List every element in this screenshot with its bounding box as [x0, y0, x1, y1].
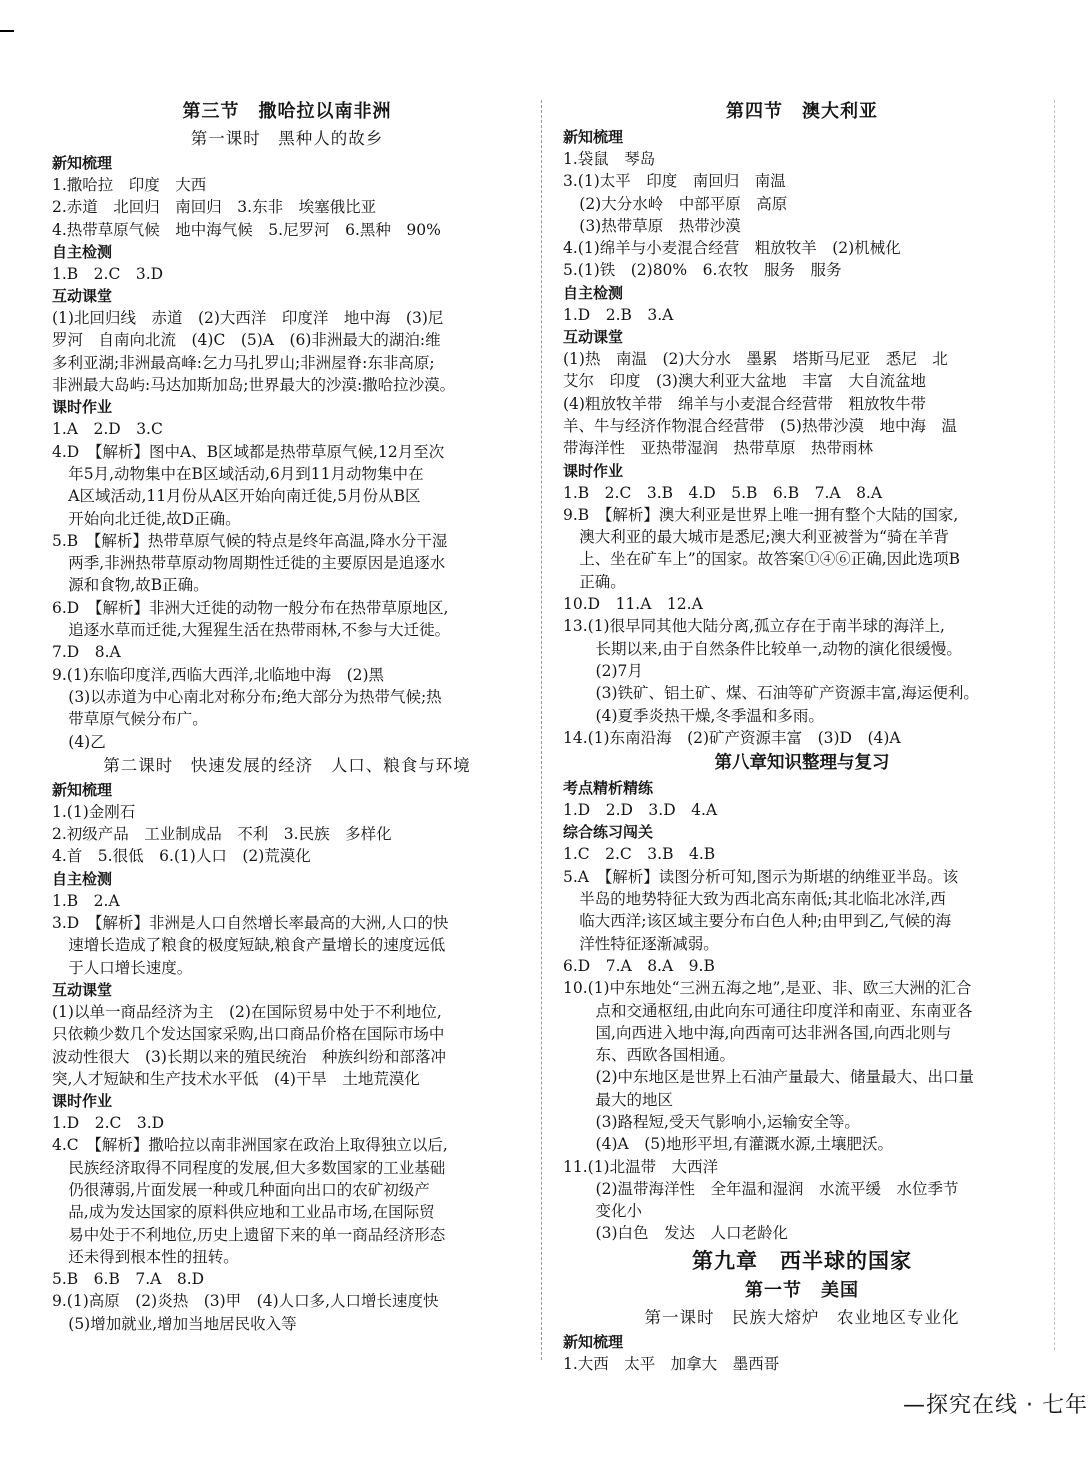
- answer-line-continued: 洋性特征逐渐减弱。: [579, 934, 719, 953]
- answer-line: 罗河 自南向北流 (4)C (5)A (6)非洲最大的湖泊:维: [52, 331, 441, 350]
- answer-line: 2.初级产品 工业制成品 不利 3.民族 多样化: [52, 825, 392, 844]
- answer-line: 13.(1)很早同其他大陆分离,孤立存在于南半球的海洋上,: [563, 617, 945, 636]
- answer-line: 4.首 5.很低 6.(1)人口 (2)荒漠化: [52, 847, 311, 866]
- lesson-title: 第一课时 黑种人的故乡: [190, 129, 384, 148]
- answer-line-continued: 开始向北迁徙,故D正确。: [68, 509, 241, 528]
- answer-line-continued: (2)温带海洋性 全年温和湿润 水流平缓 水位季节: [595, 1179, 959, 1198]
- answer-line: 1.B 2.C 3.D: [52, 264, 164, 283]
- answer-line-continued: 速增长造成了粮食的极度短缺,粮食产量增长的速度远低: [68, 936, 446, 955]
- section-title: 第一节 美国: [745, 1279, 859, 1301]
- answer-line: 只依赖少数几个发达国家采购,出口商品价格在国际市场中: [52, 1025, 445, 1044]
- answer-line: 1.A 2.D 3.C: [52, 420, 163, 439]
- answer-line: (1)北回归线 赤道 (2)大西洋 印度洋 地中海 (3)尼: [52, 309, 444, 328]
- answer-line: (4)粗放牧羊带 绵羊与小麦混合经营带 粗放牧牛带: [563, 394, 926, 413]
- answer-line-continued: (2)大分水岭 中部平原 高原: [579, 194, 788, 213]
- answer-line: 多利亚湖;非洲最高峰:乞力马扎罗山;非洲屋脊:东非高原;: [52, 353, 435, 372]
- answer-line: 5.B 6.B 7.A 8.D: [52, 1270, 205, 1289]
- answer-line: 1.撒哈拉 印度 大西: [52, 176, 207, 194]
- answer-line-continued: 东、西欧各国相通。: [595, 1046, 736, 1065]
- answer-line-continued: 源和食物,故B正确。: [68, 576, 209, 595]
- answer-line: 1.D 2.D 3.D 4.A: [563, 801, 718, 820]
- answer-line-continued: 仍很薄弱,片面发展一种或几种面向出口的农矿初级产: [68, 1180, 430, 1199]
- answer-line: 羊、牛与经济作物混合经营带 (5)热带沙漠 地中海 温: [563, 416, 957, 435]
- answer-line: 10.D 11.A 12.A: [563, 595, 703, 614]
- answer-line-continued: 两季,非洲热带草原动物周期性迁徙的主要原因是追逐水: [68, 554, 446, 573]
- answer-line: 14.(1)东南沿海 (2)矿产资源丰富 (3)D (4)A: [563, 728, 901, 747]
- page-footer: —探究在线 · 七年: [903, 1393, 1088, 1418]
- subsection-label: 综合练习闯关: [563, 823, 654, 842]
- answer-line: 3.D 【解析】非洲是人口自然增长率最高的大洲,人口的快: [52, 914, 449, 933]
- answer-line: 1.D 2.B 3.A: [563, 305, 674, 324]
- answer-line-continued: 民族经济取得不同程度的发展,但大多数国家的工业基础: [68, 1158, 446, 1177]
- answer-line-continued: 正确。: [579, 572, 626, 591]
- answer-line-continued: 还未得到根本性的扭转。: [68, 1247, 239, 1266]
- answer-line-continued: 上、坐在矿车上”的国家。故答案①④⑥正确,因此选项B: [579, 550, 961, 569]
- answer-line: 9.(1)高原 (2)炎热 (3)甲 (4)人口多,人口增长速度快: [52, 1292, 439, 1311]
- subsection-label: 新知梳理: [52, 780, 113, 799]
- subsection-label: 互动课堂: [52, 980, 113, 999]
- answer-line-continued: 临大西洋;该区域主要分布白色人种;由甲到乙,气候的海: [579, 912, 952, 931]
- answer-line-continued: (3)热带草原 热带沙漠: [579, 216, 741, 235]
- column-divider: [541, 100, 542, 1360]
- chapter-title: 第九章 西半球的国家: [692, 1248, 912, 1273]
- left-column: [52, 98, 522, 1335]
- answer-line-continued: 国,向西进入地中海,向西南可达非洲各国,向西北则与: [595, 1023, 952, 1042]
- answer-line: 非洲最大岛屿:马达加斯加岛;世界最大的沙漠:撒哈拉沙漠。: [52, 376, 456, 395]
- answer-line-continued: A区域活动,11月份从A区开始向南迁徙,5月份从B区: [68, 487, 421, 506]
- answer-line: 7.D 8.A: [52, 643, 121, 662]
- answer-line-continued: 长期以来,由于自然条件比较单一,动物的演化很缓慢。: [595, 639, 962, 658]
- answer-line: 1.B 2.A: [52, 891, 120, 910]
- subsection-label: 课时作业: [52, 398, 113, 417]
- answer-line-continued: 变化小: [595, 1202, 643, 1221]
- answer-line-continued: (5)增加就业,增加当地居民收入等: [68, 1314, 297, 1333]
- answer-line-continued: 澳大利亚的最大城市是悉尼;澳大利亚被誉为“骑在羊背: [579, 528, 949, 547]
- answer-line: 6.D 7.A 8.A 9.B: [563, 956, 715, 975]
- lesson-title: 第二课时 快速发展的经济 人口、粮食与环境: [103, 755, 471, 775]
- answer-line: 艾尔 印度 (3)澳大利亚大盆地 丰富 大自流盆地: [563, 372, 926, 391]
- answer-line: 2.赤道 北回归 南回归 3.东非 埃塞俄比亚: [52, 198, 377, 217]
- answer-line: 10.(1)中东地处“三洲五海之地”,是亚、非、欧三大洲的汇合: [563, 979, 972, 998]
- answer-line: 4.(1)绵羊与小麦混合经营 粗放牧羊 (2)机械化: [563, 239, 901, 258]
- answer-line-continued: 于人口增长速度。: [68, 958, 193, 977]
- corner-mark: [0, 30, 14, 32]
- answer-line-continued: 半岛的地势特征大致为西北高东南低;其北临北冰洋,西: [579, 890, 946, 909]
- answer-line-continued: (2)中东地区是世界上石油产量最大、储量最大、出口量: [595, 1068, 975, 1087]
- answer-line-continued: (4)A (5)地形平坦,有灌溉水源,土壤肥沃。: [595, 1135, 894, 1154]
- answer-line: 4.热带草原气候 地中海气候 5.尼罗河 6.黑种 90%: [52, 220, 441, 239]
- subsection-label: 互动课堂: [563, 328, 624, 347]
- subsection-label: 新知梳理: [563, 1332, 624, 1351]
- answer-line: 6.D 【解析】非洲大迁徙的动物一般分布在热带草原地区,: [52, 598, 449, 617]
- answer-line: 4.D 【解析】图中A、B区域都是热带草原气候,12月至次: [52, 442, 445, 461]
- section-title: 第三节 撒哈拉以南非洲: [182, 101, 392, 122]
- subsection-label: 自主检测: [52, 242, 113, 261]
- answer-line: 1.(1)金刚石: [52, 802, 136, 821]
- answer-line-continued: 点和交通枢纽,由此向东可通往印度洋和南亚、东南亚各: [595, 1001, 973, 1020]
- answer-line: (1)热 南温 (2)大分水 墨累 塔斯马尼亚 悉尼 北: [563, 350, 948, 369]
- answer-line: 5.(1)铁 (2)80% 6.农牧 服务 服务: [563, 261, 842, 280]
- answer-line-continued: (3)铁矿、铝土矿、煤、石油等矿产资源丰富,海运便利。: [595, 684, 979, 703]
- section-title: 第四节 澳大利亚: [726, 101, 878, 122]
- subsection-label: 课时作业: [52, 1092, 113, 1111]
- subsection-label: 自主检测: [52, 869, 113, 888]
- answer-line-continued: 易中处于不利地位,历史上遗留下来的单一商品经济形态: [68, 1225, 446, 1244]
- answer-line-continued: (4)乙: [68, 732, 106, 751]
- answer-line-continued: (2)7月: [595, 661, 643, 680]
- subsection-label: 新知梳理: [563, 128, 624, 146]
- answer-line: 5.A 【解析】读图分析可知,图示为斯堪的纳维亚半岛。该: [563, 867, 959, 886]
- subsection-label: 自主检测: [563, 283, 624, 302]
- answer-line: 1.D 2.C 3.D: [52, 1114, 165, 1133]
- answer-line: 1.B 2.C 3.B 4.D 5.B 6.B 7.A 8.A: [563, 483, 883, 502]
- review-title: 第八章知识整理与复习: [714, 753, 890, 774]
- answer-line: 突,人才短缺和生产技术水平低 (4)干旱 土地荒漠化: [52, 1069, 420, 1088]
- answer-line: (1)以单一商品经济为主 (2)在国际贸易中处于不利地位,: [52, 1002, 442, 1021]
- answer-line: 3.(1)太平 印度 南回归 南温: [563, 172, 786, 191]
- answer-line-continued: 追逐水草而迁徙,大猩猩生活在热带雨林,不参与大迁徙。: [68, 621, 451, 640]
- subsection-label: 课时作业: [563, 461, 624, 480]
- answer-line-continued: (3)白色 发达 人口老龄化: [595, 1224, 789, 1243]
- answer-line-continued: (3)以赤道为中心南北对称分布;绝大部分为热带气候;热: [68, 687, 442, 706]
- answer-line: 9.B 【解析】澳大利亚是世界上唯一拥有整个大陆的国家,: [563, 505, 959, 524]
- answer-line-continued: (4)夏季炎热干燥,冬季温和多雨。: [595, 706, 824, 725]
- answer-line-continued: 品,成为发达国家的原料供应地和工业品市场,在国际贸: [68, 1203, 435, 1222]
- right-column: [563, 98, 1041, 1375]
- answer-line: 1.大西 太平 加拿大 墨西哥: [563, 1354, 780, 1373]
- answer-line-continued: (3)路程短,受天气影响小,运输安全等。: [595, 1112, 860, 1131]
- subsection-label: 互动课堂: [52, 287, 113, 306]
- answer-line: 1.袋鼠 琴岛: [563, 150, 656, 168]
- answer-line: 波动性很大 (3)长期以来的殖民统治 种族纠纷和部落冲: [52, 1047, 446, 1066]
- answer-line: 11.(1)北温带 大西洋: [563, 1157, 719, 1176]
- answer-line-continued: 带草原气候分布广。: [68, 710, 208, 729]
- lesson-title: 第一课时 民族大熔炉 农业地区专业化: [644, 1307, 960, 1327]
- right-edge-dash: [1054, 100, 1055, 1350]
- answer-line-continued: 最大的地区: [595, 1090, 674, 1109]
- answer-line: 带海洋性 亚热带湿润 热带草原 热带雨林: [563, 439, 874, 458]
- answer-line: 9.(1)东临印度洋,西临大西洋,北临地中海 (2)黑: [52, 665, 385, 684]
- subsection-label: 考点精析精练: [563, 779, 654, 798]
- answer-line: 5.B 【解析】热带草原气候的特点是终年高温,降水分干湿: [52, 531, 448, 550]
- answer-line: 1.C 2.C 3.B 4.B: [563, 845, 716, 864]
- answer-line: 4.C 【解析】撒哈拉以南非洲国家在政治上取得独立以后,: [52, 1136, 448, 1155]
- answer-line-continued: 年5月,动物集中在B区域活动,6月到11月动物集中在: [68, 464, 424, 483]
- subsection-label: 新知梳理: [52, 154, 113, 172]
